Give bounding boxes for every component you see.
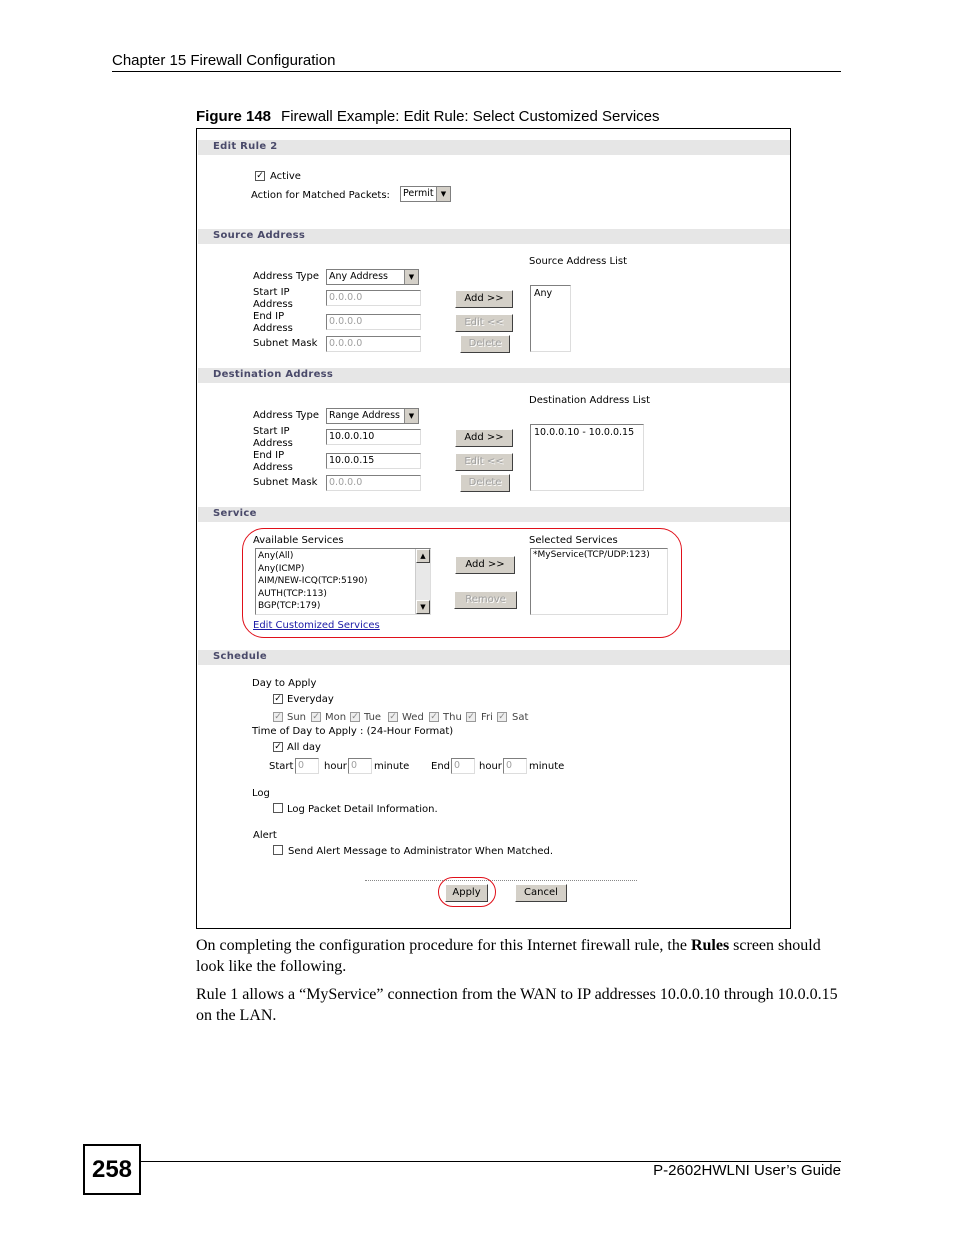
paragraph-2: Rule 1 allows a “MyService” connection from the WAN to IP addresses 10.0.0.10 through 10.0.0.15 on the LAN. [196, 986, 838, 1024]
end-label: End [431, 761, 451, 772]
chevron-down-icon: ▼ [404, 270, 418, 284]
list-item[interactable]: 10.0.0.10 - 10.0.0.15 [534, 427, 635, 438]
figure-caption [196, 108, 660, 125]
destination-address-list[interactable] [530, 424, 644, 491]
destination-start-ip-label: Start IP Address [253, 426, 293, 449]
time-of-day-label: Time of Day to Apply : (24-Hour Format) [252, 726, 454, 737]
section-service: Service [198, 507, 791, 522]
service-add-button[interactable]: Add >> [455, 556, 515, 574]
divider [365, 880, 637, 881]
source-subnet-input[interactable]: 0.0.0.0 [326, 336, 421, 352]
paragraph-1-text-end: screen should look like the following. [196, 937, 821, 975]
paragraph-1 [196, 935, 841, 977]
start-hour-input[interactable]: 0 [295, 758, 319, 774]
day-label-thu: Thu [443, 712, 462, 723]
scrollbar[interactable] [415, 549, 430, 614]
active-checkbox[interactable]: ✓ [256, 171, 264, 181]
chevron-down-icon: ▼ [404, 409, 418, 423]
destination-start-ip-input[interactable]: 10.0.0.10 [326, 429, 421, 445]
list-item[interactable]: Any [534, 288, 553, 299]
day-label-mon: Mon [325, 712, 347, 723]
everyday-label: Everyday [287, 694, 334, 705]
source-address-type-label: Address Type [253, 271, 319, 282]
action-select[interactable]: Permit ▼ [400, 186, 451, 202]
footer-guide-title: P-2602HWLNI User’s Guide [653, 1162, 841, 1179]
source-end-ip-label: End IP Address [253, 311, 293, 334]
selected-services-label: Selected Services [529, 535, 618, 546]
start-minute-input[interactable]: 0 [348, 758, 372, 774]
scroll-down-icon[interactable]: ▼ [416, 600, 430, 614]
section-destination-address: Destination Address [198, 368, 791, 383]
day-label-wed: Wed [402, 712, 424, 723]
day-label-tue: Tue [364, 712, 382, 723]
day-checkbox-fri[interactable]: ✓ [467, 712, 475, 722]
day-label-fri: Fri [481, 712, 493, 723]
paragraph-1-bold: Rules [690, 937, 730, 954]
service-remove-button[interactable]: Remove [454, 591, 517, 609]
source-delete-button[interactable]: Delete [460, 335, 510, 353]
day-checkbox-sat[interactable]: ✓ [498, 712, 506, 722]
day-checkbox-wed[interactable]: ✓ [389, 712, 397, 722]
screenshot-frame [196, 128, 791, 929]
destination-end-ip-label: End IP Address [253, 450, 293, 473]
list-item[interactable]: Any(ICMP) [258, 563, 305, 574]
log-checkbox[interactable] [273, 803, 283, 813]
destination-edit-button[interactable]: Edit << [455, 453, 513, 471]
log-option-label: Log Packet Detail Information. [287, 804, 438, 815]
source-address-type-select[interactable]: Any Address ▼ [326, 269, 419, 285]
destination-subnet-label: Subnet Mask [253, 477, 318, 488]
end-hour-label: hour [479, 761, 502, 772]
list-item[interactable]: BGP(TCP:179) [258, 601, 321, 612]
section-source-address: Source Address [198, 229, 791, 244]
everyday-checkbox[interactable]: ✓ [274, 694, 282, 704]
all-day-checkbox[interactable]: ✓ [274, 742, 282, 752]
destination-address-type-select[interactable]: Range Address ▼ [326, 408, 419, 424]
list-item[interactable]: *MyService(TCP/UDP:123) [533, 550, 650, 560]
page-number: 258 [83, 1144, 141, 1195]
destination-delete-button[interactable]: Delete [460, 474, 510, 492]
destination-add-button[interactable]: Add >> [455, 429, 513, 447]
available-services-list[interactable] [255, 548, 431, 615]
source-start-ip-label: Start IP Address [253, 287, 293, 310]
source-subnet-label: Subnet Mask [253, 338, 318, 349]
edit-customized-services-link[interactable]: Edit Customized Services [253, 620, 380, 631]
start-label: Start [269, 761, 294, 772]
alert-checkbox[interactable] [273, 845, 283, 855]
figure-number: Figure 148 [196, 108, 272, 125]
all-day-label: All day [287, 742, 321, 753]
log-label: Log [252, 788, 270, 799]
end-minute-label: minute [529, 761, 565, 772]
chapter-header: Chapter 15 Firewall Configuration [112, 52, 336, 69]
apply-button[interactable]: Apply [445, 884, 488, 902]
alert-label: Alert [253, 830, 277, 841]
destination-subnet-input[interactable]: 0.0.0.0 [326, 475, 421, 491]
destination-end-ip-input[interactable]: 10.0.0.15 [326, 453, 421, 469]
chevron-down-icon: ▼ [436, 187, 450, 201]
source-end-ip-input[interactable]: 0.0.0.0 [326, 314, 421, 330]
alert-option-label: Send Alert Message to Administrator When Matched. [288, 846, 554, 857]
source-edit-button[interactable]: Edit << [455, 314, 513, 332]
header-rule [112, 71, 841, 72]
day-label-sat: Sat [512, 712, 529, 723]
source-add-button[interactable]: Add >> [455, 290, 513, 308]
active-label: Active [270, 171, 301, 182]
list-item[interactable]: AUTH(TCP:113) [258, 588, 327, 599]
day-checkbox-sun[interactable]: ✓ [274, 712, 282, 722]
section-edit-rule: Edit Rule 2 [198, 140, 791, 155]
destination-address-type-label: Address Type [253, 410, 319, 421]
source-address-list[interactable] [530, 285, 571, 352]
list-item[interactable]: AIM/NEW-ICQ(TCP:5190) [258, 576, 368, 587]
action-label: Action for Matched Packets: [251, 190, 390, 201]
available-services-label: Available Services [253, 535, 344, 546]
figure-title: Firewall Example: Edit Rule: Select Customized Services [281, 108, 660, 125]
day-checkbox-tue[interactable]: ✓ [351, 712, 359, 722]
section-schedule: Schedule [198, 650, 791, 665]
day-checkbox-mon[interactable]: ✓ [312, 712, 320, 722]
day-checkbox-thu[interactable]: ✓ [430, 712, 438, 722]
source-start-ip-input[interactable]: 0.0.0.0 [326, 290, 421, 306]
list-item[interactable]: Any(All) [258, 551, 294, 561]
selected-services-list[interactable] [530, 548, 668, 615]
scroll-up-icon[interactable]: ▲ [416, 549, 430, 563]
source-list-label: Source Address List [529, 256, 628, 267]
start-hour-label: hour [324, 761, 347, 772]
day-to-apply-label: Day to Apply [252, 678, 317, 689]
destination-list-label: Destination Address List [529, 395, 651, 406]
cancel-button[interactable]: Cancel [515, 884, 567, 902]
start-minute-label: minute [374, 761, 410, 772]
paragraph-1-text: On completing the configuration procedure for this Internet firewall rule, the [196, 937, 691, 954]
day-label-sun: Sun [287, 712, 307, 723]
end-hour-input[interactable]: 0 [451, 758, 475, 774]
end-minute-input[interactable]: 0 [503, 758, 527, 774]
